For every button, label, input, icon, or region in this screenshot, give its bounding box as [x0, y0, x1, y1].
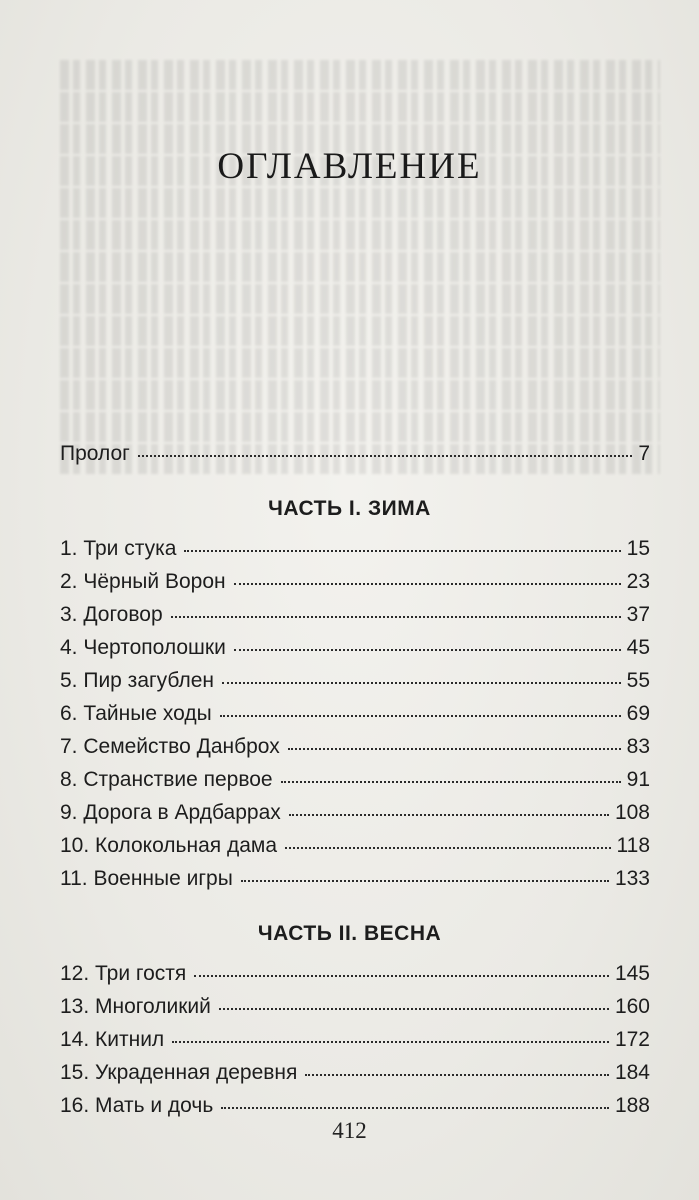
- toc-entry-page: 118: [616, 834, 650, 857]
- toc-entry: [60, 669, 650, 703]
- dot-leader: [172, 1040, 609, 1043]
- toc-entry-label: 15. Украденная деревня: [60, 1061, 298, 1084]
- toc-entry-page: 69: [626, 702, 650, 725]
- toc-entry-page: 45: [626, 636, 650, 659]
- toc-entry-page: 55: [626, 669, 650, 692]
- toc-entry-page: 91: [626, 768, 650, 791]
- toc-entry: [60, 1028, 650, 1062]
- toc-entry-label: 7. Семейство Данброх: [60, 735, 280, 758]
- toc-entry: [60, 962, 650, 996]
- toc-entry-page: 108: [614, 801, 650, 824]
- toc-entry-page: 172: [614, 1028, 650, 1051]
- toc-entry-label: 5. Пир загублен: [60, 669, 215, 692]
- toc-entry: [60, 834, 650, 868]
- toc-entry: [60, 1061, 650, 1095]
- dot-leader: [234, 582, 621, 585]
- dot-leader: [305, 1073, 609, 1076]
- toc-entry-label: 11. Военные игры: [60, 867, 233, 890]
- toc-entry: [60, 995, 650, 1029]
- toc-entry-label: 2. Чёрный Ворон: [60, 570, 226, 593]
- dot-leader: [241, 879, 609, 882]
- dot-leader: [288, 747, 621, 750]
- toc-entry-label: 16. Мать и дочь: [60, 1094, 214, 1117]
- toc-entry-label: 13. Многоликий: [60, 995, 211, 1018]
- dot-leader: [171, 615, 621, 618]
- dot-leader: [222, 681, 621, 684]
- toc-entry: [60, 537, 650, 571]
- dot-leader: [219, 1007, 609, 1010]
- dot-leader: [184, 549, 620, 552]
- toc-entry-page: 7: [638, 442, 650, 465]
- toc-entry-page: 145: [614, 962, 650, 985]
- toc-entry: [60, 636, 650, 670]
- toc-entry: [60, 702, 650, 736]
- toc-entry-page: 188: [614, 1094, 650, 1117]
- toc-entry: [60, 735, 650, 769]
- toc-entry-page: 133: [614, 867, 650, 890]
- toc-entry: [60, 603, 650, 637]
- dot-leader: [194, 974, 609, 977]
- dot-leader: [281, 780, 621, 783]
- toc-entry-label: 10. Колокольная дама: [60, 834, 278, 857]
- dot-leader: [285, 846, 611, 849]
- toc-entry-label: 12. Три гостя: [60, 962, 187, 985]
- toc-entry-page: 83: [626, 735, 650, 758]
- toc-entry-page: 160: [614, 995, 650, 1018]
- toc-entry-label: Пролог: [60, 442, 130, 465]
- page-title: ОГЛАВЛЕНИЕ: [217, 146, 482, 187]
- toc-entry-label: 8. Странствие первое: [60, 768, 273, 791]
- dot-leader: [289, 813, 609, 816]
- toc-entry-label: 14. Китнил: [60, 1028, 165, 1051]
- toc-entry: [60, 867, 650, 901]
- dot-leader: [234, 648, 621, 651]
- toc-entry-page: 37: [626, 603, 650, 626]
- toc-entry-label: 1. Три стука: [60, 537, 177, 560]
- toc-entry-page: 23: [626, 570, 650, 593]
- page-number: 412: [332, 1118, 367, 1143]
- toc-entry-label: 9. Дорога в Ардбаррах: [60, 801, 281, 824]
- toc-entry: [60, 768, 650, 802]
- toc-entry-prologue: [60, 442, 650, 476]
- toc-entry-label: 3. Договор: [60, 603, 163, 626]
- toc-entry-page: 184: [614, 1061, 650, 1084]
- toc-entry: [60, 570, 650, 604]
- toc-entry-label: 4. Чертополошки: [60, 636, 226, 659]
- part-heading: ЧАСТЬ II. ВЕСНА: [257, 922, 442, 945]
- toc-entry-page: 15: [626, 537, 650, 560]
- dot-leader: [220, 714, 621, 717]
- part-heading: ЧАСТЬ I. ЗИМА: [268, 497, 431, 520]
- toc-entry: [60, 801, 650, 835]
- dot-leader: [138, 454, 632, 457]
- toc-entry-label: 6. Тайные ходы: [60, 702, 212, 725]
- dot-leader: [221, 1106, 609, 1109]
